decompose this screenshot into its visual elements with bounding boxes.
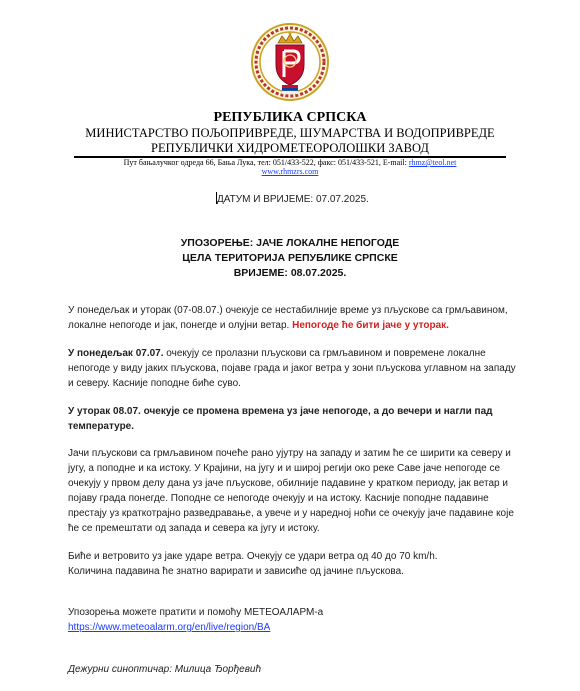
header-address (0, 158, 580, 167)
meteoalarm-note: Упозорења можете пратити и помоћу МЕТЕОАЛАРМ-а (68, 607, 324, 618)
warning-title-line2: ЦЕЛА ТЕРИТОРИЈА РЕПУБЛИКЕ СРПСКЕ (182, 252, 398, 264)
paragraph-details: Јачи пљускови са грмљавином почеће рано ујутру на западу и затим ће се ширити ка северу и југу, а поподне и ка истоку. У Крајини, на југу и и широј регији око реке Саве јаче непогоде се очекују у првом делу дана уз јаче пљускове, обилније падавине у кратком периоду, јак ветар и појаву града понегде. Поподне се непогоде очекују и на истоку. Касније поподне падавине престају уз краткотрајно разведравање, а увече и у наредној ноћи се очекују јаче падавине које ће се премештати од запада и севера ка југу и истоку. (68, 448, 514, 534)
paragraph-wind-line1: Биће и ветровито уз јаке ударе ветра. Очекују се удари ветра од 40 до 70 km/h. (68, 551, 438, 562)
paragraph-overview-text: У понедељак и уторак (07-08.07.) очекује се нестабилније време уз пљускове са грмљавином, локалне непогоде и јак, понегде и олујни ветар. (68, 305, 508, 331)
paragraph-tuesday: У уторак 08.07. очекује се промена времена уз јаче непогоде, а до вечери и нагли пад температуре. (68, 406, 493, 432)
header-ministry: МИНИСТАРСТВО ПОЉОПРИВРЕДЕ, ШУМАРСТВА И ВОДОПРИВРЕДЕ (85, 126, 495, 140)
paragraph-overview-highlight: Непогоде ће бити јаче у уторак. (292, 320, 449, 331)
warning-title-line3: ВРИЈЕМЕ: 08.07.2025. (233, 267, 347, 279)
date-time-text: ДАТУМ И ВРИЈЕМЕ: 07.07.2025. (217, 194, 369, 205)
header-website-link[interactable]: www.rhmzrs.com (261, 167, 319, 176)
header-republic: РЕПУБЛИКА СРПСКА (213, 110, 367, 125)
paragraph-meteoalarm (68, 605, 520, 635)
meteoalarm-link[interactable]: https://www.meteoalarm.org/en/live/region/BA (68, 622, 271, 633)
warning-title-line1: УПОЗОРЕЊЕ: ЈАЧЕ ЛОКАЛНЕ НЕПОГОДЕ (180, 237, 400, 249)
header-address-text: Пут бањалучког одреда 66, Бања Лука, тел: 051/433-522, факс: 051/433-521, E-mail: (123, 158, 409, 167)
date-time-line (216, 192, 516, 207)
paragraph-monday-lead: У понедељак 07.07. (68, 348, 164, 359)
header-institute: РЕПУБЛИЧКИ ХИДРОМЕТЕОРОЛОШКИ ЗАВОД (151, 141, 429, 155)
header-email-link[interactable]: rhmz@teol.net (408, 158, 457, 167)
paragraph-wind-line2: Количина падавина ће знатно варирати и зависиће од јачине пљускова. (68, 566, 404, 577)
paragraph-monday (68, 346, 520, 391)
coat-of-arms-icon (249, 21, 331, 103)
warning-title (0, 236, 580, 281)
duty-forecaster: Дежурни синоптичар: Милица Ђорђевић (68, 664, 262, 675)
paragraph-monday-text: очекују се пролазни пљускови са грмљавином и повремене локалне непогоде у виду јаких пљускова, појаве града и јаког ветра у зони пљускова углавном на западу и северу. Касније поподне биће суво. (68, 348, 516, 389)
paragraph-overview (68, 303, 520, 333)
paragraph-wind (68, 549, 520, 579)
header-website (0, 167, 580, 176)
